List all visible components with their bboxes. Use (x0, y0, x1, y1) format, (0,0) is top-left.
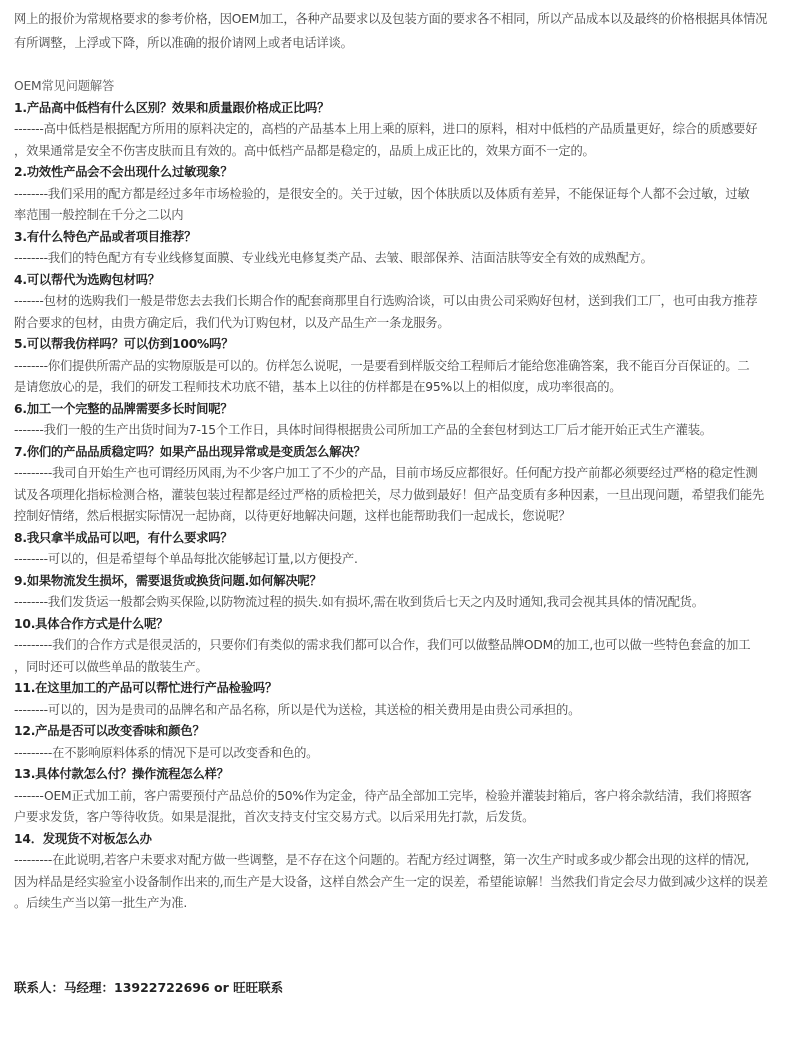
faq-item (14, 98, 784, 163)
faq-answer-line: --------你们提供所需产品的实物原版是可以的。仿样怎么说呢，一是要看到样版交给工程师后才能给您准确答案，我不能百分百保证的。二 (14, 358, 750, 373)
faq-answer-line: 控制好情绪，然后根据实际情况一起协商，以待更好地解决问题，这样也能帮助我们一起成长，您说呢？ (14, 509, 571, 523)
faq-question: 13.具体付款怎么付？操作流程怎么样？ (14, 767, 229, 781)
faq-item (14, 162, 784, 227)
faq-question: 10.具体合作方式是什么呢？ (14, 616, 169, 631)
faq-answer-line: --------我们采用的配方都是经过多年市场检验的，是很安全的。关于过敏，因个体肤质以及体质有差异，不能保证每个人都不会过敏，过敏 (14, 186, 750, 201)
faq-answer-line: 试及各项理化指标检测合格，灌装包装过程都是经过严格的质检把关，尽力做到最好！但产品变质有多种因素，一旦出现问题，希望我们能先 (14, 487, 765, 502)
faq-list (14, 98, 784, 915)
faq-answer-line: ---------我们的合作方式是很灵活的，只要你们有类似的需求我们都可以合作，我们可以做整品牌ODM的加工,也可以做一些特色套盒的加工 (14, 638, 751, 652)
faq-item (14, 614, 784, 679)
faq-answer-line: ，同时还可以做些单品的散装生产。 (14, 659, 208, 674)
faq-answer-line: ---------在不影响原料体系的情况下是可以改变香和色的。 (14, 745, 319, 760)
intro-line: 网上的报价为常规格要求的参考价格，因OEM加工，各种产品要求以及包装方面的要求各不相同，所以产品成本以及最终的价格根据具体情况 (14, 12, 768, 26)
faq-item (14, 270, 784, 335)
faq-item (14, 571, 784, 614)
faq-question: 8.我只拿半成品可以吧，有什么要求吗？ (14, 530, 233, 545)
faq-question: 1.产品高中低档有什么区别？效果和质量跟价格成正比吗？ (14, 100, 330, 115)
faq-answer-line: --------我们的特色配方有专业线修复面膜、专业线光电修复类产品、去皱、眼部保养、洁面洁肤等安全有效的成熟配方。 (14, 251, 653, 265)
faq-item (14, 678, 784, 721)
faq-document (14, 7, 784, 915)
faq-question: 4.可以帮代为选购包材吗？ (14, 272, 160, 287)
faq-answer-line: ，效果通常是安全不伤害皮肤而且有效的。高中低档产品都是稳定的，品质上成正比的，效果方面不一定的。 (14, 143, 595, 158)
faq-answer-line: -------OEM正式加工前，客户需要预付产品总价的50%作为定金，待产品全部加工完毕，检验并灌装封箱后，客户将余款结清，我们将照客 (14, 788, 752, 803)
faq-question: 2.功效性产品会不会出现什么过敏现象？ (14, 165, 233, 179)
faq-answer-line: 。后续生产当以第一批生产为准. (14, 896, 188, 910)
faq-answer-line: -------包材的选购我们一般是带您去去我们长期合作的配套商那里自行选购洽谈，可以由贵公司采购好包材，送到我们工厂，也可由我方推荐 (14, 294, 758, 308)
faq-answer-line: -------高中低档是根据配方所用的原料决定的，高档的产品基本上用上乘的原料，进口的原料，相对中低档的产品质量更好，综合的质感要好 (14, 122, 758, 136)
faq-answer-line: --------可以的，因为是贵司的品牌名和产品名称，所以是代为送检，其送检的相关费用是由贵公司承担的。 (14, 702, 581, 717)
intro-paragraph (14, 7, 784, 55)
faq-answer-line: ---------我司自开始生产也可谓经历风雨,为不少客户加工了不少的产品，目前市场反应都很好。任何配方投产前都必须要经过严格的稳定性测 (14, 466, 758, 480)
faq-item (14, 227, 784, 270)
faq-question: 14．发现货不对板怎么办 (14, 831, 152, 846)
faq-answer-line: 附合要求的包材，由贵方确定后，我们代为订购包材，以及产品生产一条龙服务。 (14, 315, 450, 330)
faq-answer-line: --------可以的，但是希望每个单品每批次能够起订量,以方便投产. (14, 552, 358, 566)
faq-question: 5.可以帮我仿样吗？可以仿到100%吗？ (14, 337, 234, 351)
faq-answer-line: ---------在此说明,若客户未要求对配方做一些调整，是不存在这个问题的。若配方经过调整，第一次生产时或多或少都会出现的这样的情况, (14, 853, 750, 867)
faq-item (14, 399, 784, 442)
intro-line: 有所调整，上浮或下降，所以准确的报价请网上或者电话详谈。 (14, 36, 353, 50)
faq-item (14, 721, 784, 764)
faq-answer-line: 因为样品是经实验室小设备制作出来的,而生产是大设备，这样自然会产生一定的误差，希望能谅解！当然我们肯定会尽力做到减少这样的误差 (14, 874, 768, 889)
faq-item (14, 528, 784, 571)
faq-item (14, 764, 784, 829)
faq-answer-line: 率范围一般控制在千分之二以内 (14, 208, 184, 222)
faq-question: 11.在这里加工的产品可以帮忙进行产品检验吗？ (14, 681, 278, 695)
faq-title: OEM常见问题解答 (14, 79, 115, 93)
faq-answer-line: 户要求发货，客户等待收货。如果是混批，首次支持支付宝交易方式。以后采用先打款，后发货。 (14, 810, 535, 824)
faq-answer-line: 是请您放心的是，我们的研发工程师技术功底不错，基本上以往的仿样都是在95%以上的相似度，成功率很高的。 (14, 380, 622, 394)
faq-question: 3.有什么特色产品或者项目推荐？ (14, 229, 197, 244)
faq-item (14, 829, 784, 915)
contact-info: 联系人：马经理：13922722696 or 旺旺联系 (14, 980, 284, 995)
faq-answer-line: --------我们发货运一般都会购买保险,以防物流过程的损失.如有损坏,需在收到货后七天之内及时通知,我司会视其具体的情况配货。 (14, 595, 704, 609)
faq-item (14, 334, 784, 399)
faq-answer-line: -------我们一般的生产出货时间为7-15个工作日，具体时间得根据贵公司所加工产品的全套包材到达工厂后才能开始正式生产灌装。 (14, 423, 712, 437)
faq-question: 7.你们的产品品质稳定吗？如果产品出现异常或是变质怎么解决？ (14, 444, 366, 459)
faq-question: 9.如果物流发生损坏，需要退货或换货问题.如何解决呢？ (14, 573, 322, 588)
faq-question: 12.产品是否可以改变香味和颜色？ (14, 724, 205, 738)
faq-item (14, 442, 784, 528)
faq-question: 6.加工一个完整的品牌需要多长时间呢？ (14, 401, 233, 416)
